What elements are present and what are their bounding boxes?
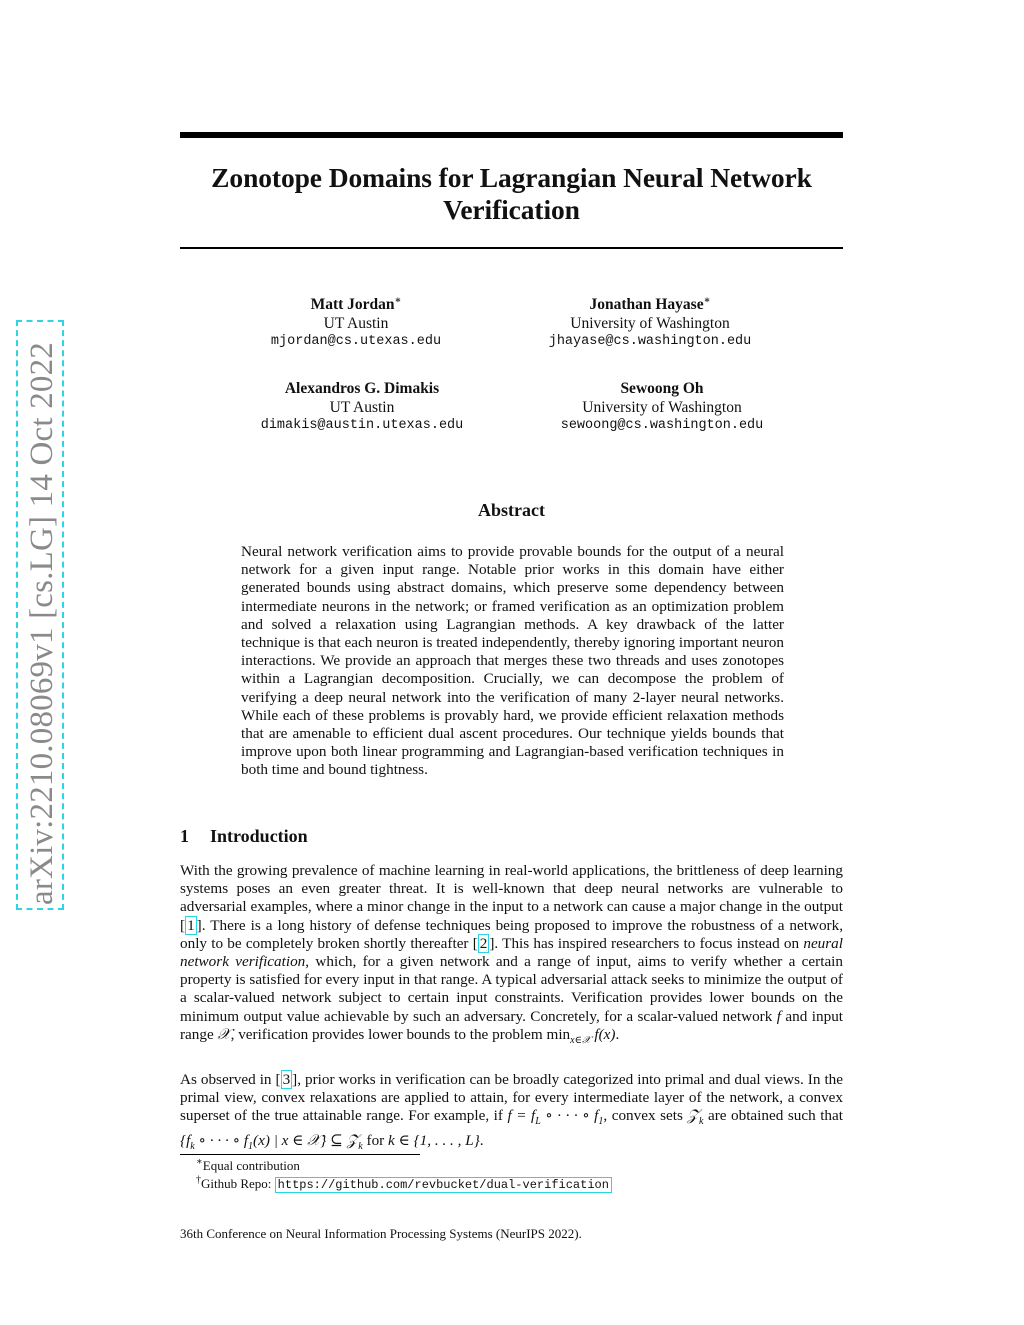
citation-link-3[interactable]: 3 bbox=[282, 1071, 291, 1088]
equal-contribution-mark: ∗ bbox=[703, 294, 711, 306]
text-run: ], prior works in verification can be broadly categorized into primal and dual views. In the primal view, convex relaxations are applied to attain, for every intermediate layer of the network, a convex superset of the true attainable range. For example, if bbox=[180, 1071, 843, 1125]
citation-link-1[interactable]: 1 bbox=[187, 916, 195, 934]
text-run: are obtained such that bbox=[703, 1107, 843, 1125]
math-subscript: k bbox=[190, 1140, 195, 1152]
math-symbol: 𝒳 bbox=[217, 1025, 231, 1043]
footnote-1 bbox=[196, 1158, 300, 1174]
footnote-rule bbox=[180, 1154, 420, 1155]
author-block-3 bbox=[212, 380, 512, 436]
abstract-heading: Abstract bbox=[478, 500, 545, 520]
math-expression: {f bbox=[180, 1131, 191, 1149]
math-symbol: f bbox=[776, 1007, 781, 1025]
author-block-4 bbox=[512, 380, 812, 436]
math-subscript: k bbox=[358, 1140, 363, 1152]
conference-note: 36th Conference on Neural Information Processing Systems (NeurIPS 2022). bbox=[180, 1226, 582, 1241]
math-expression: f = f bbox=[507, 1107, 536, 1125]
title-rule-bottom bbox=[180, 247, 843, 249]
author-email: jhayase@cs.washington.edu bbox=[548, 334, 752, 349]
text-run: and input range bbox=[180, 1007, 844, 1043]
author-email: dimakis@austin.utexas.edu bbox=[260, 418, 464, 433]
abstract-body: Neural network verification aims to provide provable bounds for the output of a neural network for a given input range. Notable prior works in this domain have either generated bounds using abstract domains, which preserve some dependency between intermediate neurons in the network; or framed verification as an optimization problem and solved a relaxation using Lagrangian methods. A key drawback of the latter technique is that each neuron is treated independently, thereby ignoring important neuron interactions. We provide an approach that merges these two threads and uses zonotopes within a Lagrangian decomposition. Crucially, we can decompose the problem of verifying a deep neural network into the verification of many 2-layer neural networks. While each of these problems is provably hard, we provide efficient relaxation methods that are amenable to efficient dual ascent procedures. Our technique yields bounds that improve upon both linear programming and Lagrangian-based verification techniques in both time and bound tightness. bbox=[241, 543, 784, 779]
title-line-2: Verification bbox=[443, 194, 580, 225]
author-name: Sewoong Oh bbox=[620, 380, 704, 397]
author-block-2 bbox=[500, 296, 800, 352]
intro-paragraph-2 bbox=[180, 1071, 843, 1156]
text-run: With the growing prevalence of machine learning in real-world applications, the brittleness of deep learning systems poses an even greater threat. It is well-known that deep neural networks are vulnerable to adversarial examples, where a minor change in the input to a network can cause a major change in the output [ bbox=[180, 862, 843, 934]
author-name: Alexandros G. Dimakis bbox=[284, 380, 440, 397]
section-title: Introduction bbox=[210, 826, 308, 846]
math-subscript: L bbox=[535, 1116, 541, 1128]
footnote-text: Github Repo: bbox=[201, 1176, 275, 1191]
footnote-2 bbox=[196, 1176, 612, 1193]
equal-contribution-mark: ∗ bbox=[394, 294, 402, 306]
author-name: Matt Jordan∗ bbox=[310, 294, 402, 313]
citation-link-2[interactable]: 2 bbox=[479, 934, 488, 952]
math-expression: (x) | x ∈ 𝒳} ⊆ 𝒵 bbox=[253, 1131, 359, 1149]
author-block-1 bbox=[206, 296, 506, 352]
author-affiliation: University of Washington bbox=[570, 314, 730, 332]
math-subscript: 1 bbox=[248, 1140, 254, 1152]
section-heading bbox=[180, 826, 308, 847]
author-email: sewoong@cs.washington.edu bbox=[560, 418, 764, 433]
math-operator: min bbox=[546, 1025, 571, 1043]
author-affiliation: UT Austin bbox=[323, 314, 389, 332]
section-number: 1 bbox=[180, 826, 189, 846]
footnote-mark: † bbox=[196, 1174, 201, 1186]
text-run: , verification provides lower bounds to the problem bbox=[230, 1025, 547, 1043]
footnote-text: Equal contribution bbox=[202, 1158, 300, 1173]
author-affiliation: UT Austin bbox=[329, 398, 395, 416]
text-run: , which, for a given network and a range of input, aims to verify whether a certain property is satisfied for every input in that range. A typical adversarial attack seeks to minimize the output of a scalar-valued network subject to certain input constraints. Verification provides lower bounds on the minimum output value achievable by such an adversary. Concretely, for a scalar-valued network bbox=[180, 953, 843, 1025]
author-name: Jonathan Hayase∗ bbox=[589, 294, 711, 313]
title-rule-top bbox=[180, 132, 843, 138]
text-run: , convex sets bbox=[603, 1107, 688, 1125]
text-run: As observed in [ bbox=[180, 1071, 281, 1088]
math-expression: ∘ · · · ∘ f bbox=[540, 1107, 599, 1125]
math-expression: k ∈ {1, . . . , L} bbox=[388, 1131, 480, 1149]
arxiv-stamp-text: arXiv:2210.08069v1 [cs.LG] 14 Oct 2022 bbox=[24, 341, 60, 905]
math-subscript: x∈𝒳 bbox=[570, 1034, 591, 1046]
math-subscript: 1 bbox=[598, 1116, 604, 1128]
math-expression: ∘ · · · ∘ f bbox=[194, 1131, 249, 1149]
math-symbol: 𝒵 bbox=[687, 1107, 699, 1125]
math-expression: f(x) bbox=[590, 1025, 616, 1043]
author-email: mjordan@cs.utexas.edu bbox=[270, 334, 442, 349]
text-run: ]. This has inspired researchers to focus instead on bbox=[489, 934, 804, 952]
text-run: ]. There is a long history of defense techniques being proposed to improve the robustness of a network, only to be completely broken shortly thereafter [ bbox=[180, 916, 843, 952]
footnote-mark: ∗ bbox=[196, 1156, 203, 1168]
paper-title bbox=[180, 162, 843, 226]
math-subscript: k bbox=[698, 1116, 704, 1128]
title-line-1: Zonotope Domains for Lagrangian Neural Network bbox=[211, 162, 812, 193]
text-run: for bbox=[362, 1131, 389, 1149]
github-repo-link[interactable]: https://github.com/revbucket/dual-verification bbox=[275, 1177, 612, 1193]
author-affiliation: University of Washington bbox=[582, 398, 742, 416]
emphasis-text: neural network verification bbox=[180, 934, 843, 971]
intro-paragraph-1 bbox=[180, 862, 843, 1050]
text-run: . bbox=[479, 1131, 484, 1149]
text-run: . bbox=[615, 1025, 620, 1043]
